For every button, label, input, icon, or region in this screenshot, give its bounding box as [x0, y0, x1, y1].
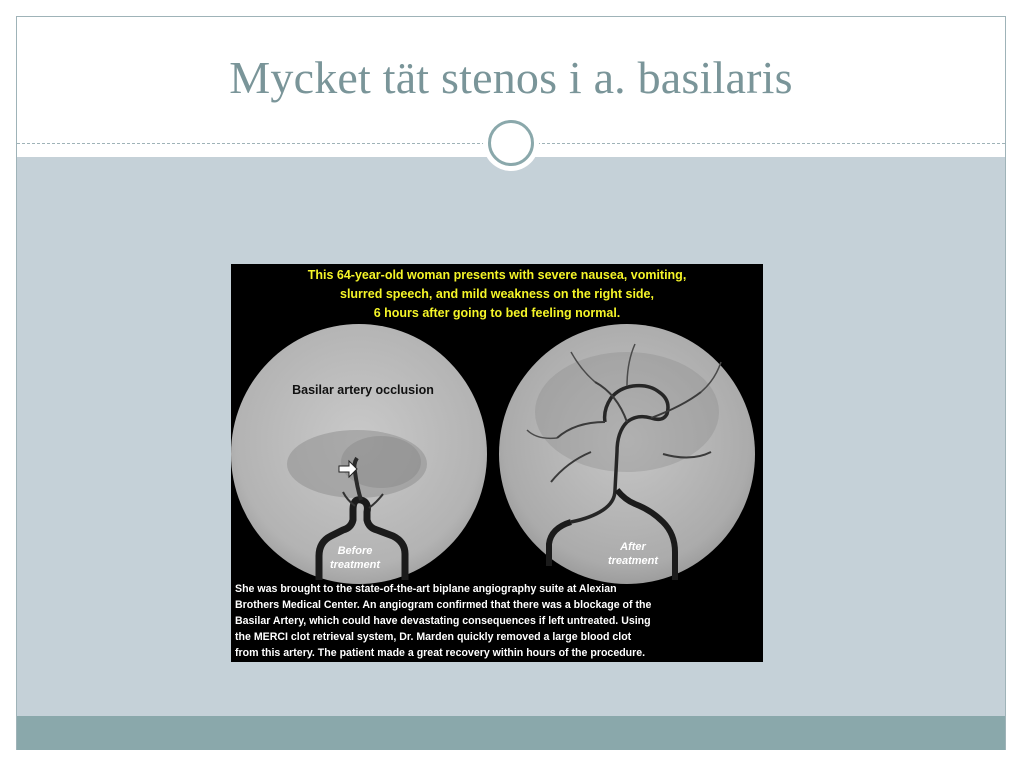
- angiogram-figure: [231, 264, 763, 662]
- caption-bottom-line: from this artery. The patient made a great recovery within hours of the procedure.: [235, 647, 646, 659]
- right-panel-tag-line2: treatment: [607, 555, 659, 567]
- figure-caption-bottom: [235, 581, 761, 661]
- right-panel-tag-line1: After: [620, 541, 646, 553]
- figure-caption-top: [231, 264, 763, 324]
- caption-top-line: This 64-year-old woman presents with severe nausea, vomiting,: [307, 268, 687, 282]
- left-panel-tag-line2: treatment: [329, 559, 381, 571]
- ring-icon: [488, 120, 534, 166]
- left-panel-tag-line1: Before: [337, 545, 373, 557]
- angiogram-images: [231, 322, 763, 584]
- caption-bottom-line: She was brought to the state-of-the-art biplane angiography suite at Alexian: [235, 583, 617, 595]
- caption-bottom-line: the MERCI clot retrieval system, Dr. Marden quickly removed a large blood clot: [235, 631, 632, 643]
- footer-bar: [17, 716, 1005, 750]
- caption-bottom-line: Brothers Medical Center. An angiogram confirmed that there was a blockage of the: [235, 599, 652, 611]
- caption-top-line: slurred speech, and mild weakness on the right side,: [340, 287, 654, 301]
- left-panel-label: Basilar artery occlusion: [292, 383, 434, 397]
- caption-bottom-line: Basilar Artery, which could have devastating consequences if left untreated. Using: [235, 615, 651, 627]
- slide-title: Mycket tät stenos i a. basilaris: [229, 52, 793, 103]
- circle-ornament: [483, 115, 539, 171]
- caption-top-line: 6 hours after going to bed feeling normal.: [373, 306, 621, 320]
